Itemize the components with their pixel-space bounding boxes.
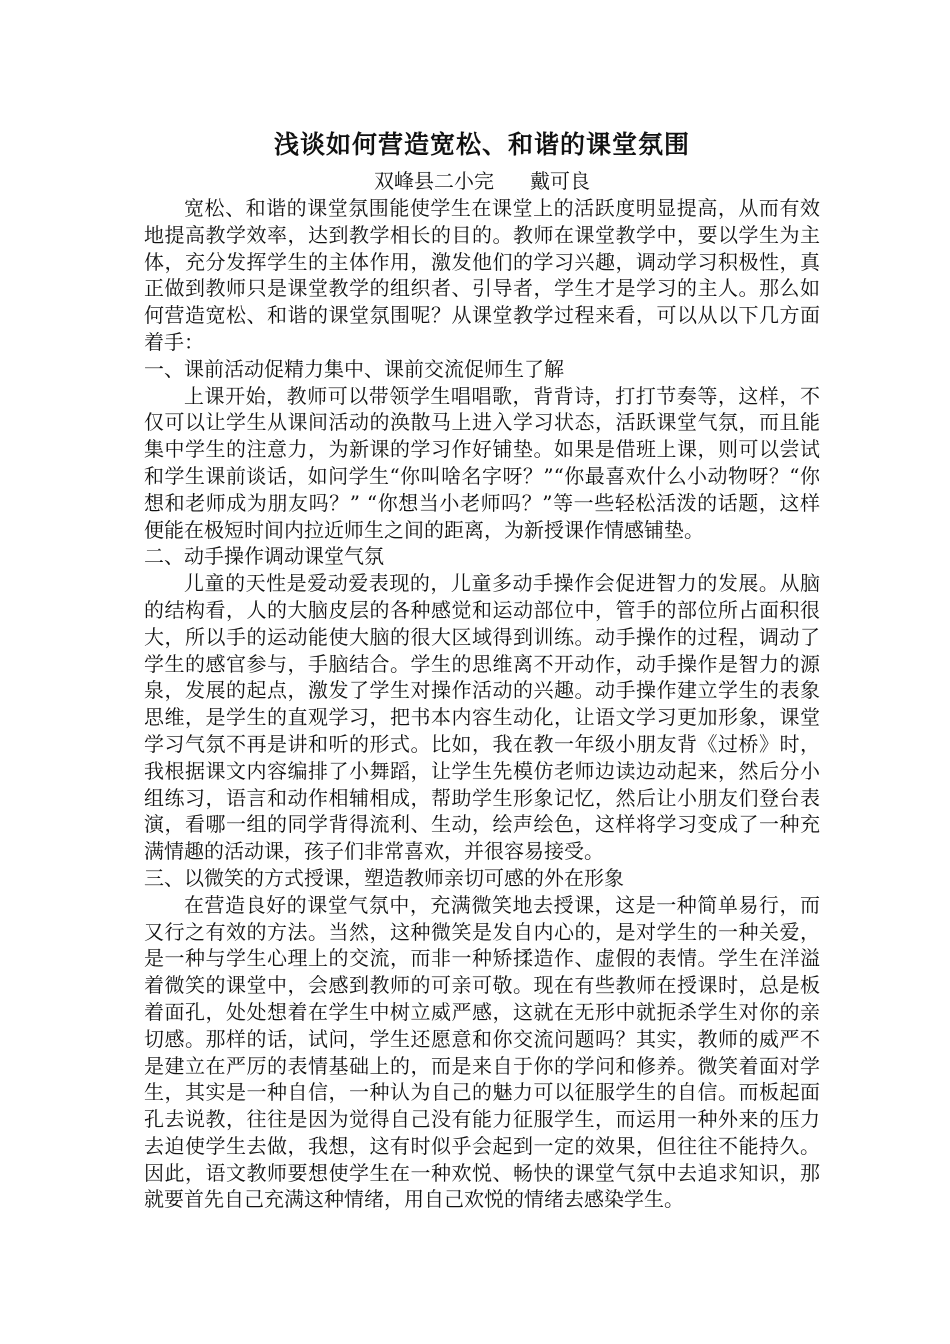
- section-body: 上课开始，教师可以带领学生唱唱歌，背背诗，打打节奏等，这样，不仅可以让学生从课间活动的涣散马上进入学习状态，活跃课堂气氛，而且能集中学生的注意力，为新课的学习作好铺垫。如果是借班上课，则可以尝试和学生课前谈话，如问学生“你叫啥名字呀？”“你最喜欢什么小动物呀？“你想和老师成为朋友吗？” “你想当小老师吗？”等一些轻松活泼的话题，这样便能在极短时间内拉近师生之间的距离，为新授课作情感铺垫。: [144, 383, 820, 542]
- document-page: [144, 128, 820, 1213]
- section-2: [144, 543, 820, 865]
- intro-paragraph: 宽松、和谐的课堂氛围能使学生在课堂上的活跃度明显提高，从而有效地提高教学效率，达到教学相长的目的。教师在课堂教学中，要以学生为主体，充分发挥学生的主体作用，激发他们的学习兴趣，调动学习积极性，真正做到教师只是课堂教学的组织者、引导者，学生才是学习的主人。那么如何营造宽松、和谐的课堂氛围呢？从课堂教学过程来看，可以从以下几方面着手：: [144, 196, 820, 354]
- author-byline: [144, 168, 820, 195]
- section-heading: 二、动手操作调动课堂气氛: [144, 544, 384, 569]
- section-heading: 三、以微笑的方式授课，塑造教师亲切可感的外在形象: [144, 865, 624, 890]
- section-1: [144, 356, 820, 544]
- author-name: 戴可良: [530, 169, 590, 193]
- section-body: 在营造良好的课堂气氛中，充满微笑地去授课，这是一种简单易行，而又行之有效的方法。当然，这种微笑是发自内心的，是对学生的一种关爱，是一种与学生心理上的交流，而非一种矫揉造作、虚假的表情。学生在洋溢着微笑的课堂中，会感到教师的可亲可敬。现在有些教师在授课时，总是板着面孔，处处想着在学生中树立威严感，这就在无形中就扼杀学生对你的亲切感。那样的话，试问，学生还愿意和你交流问题吗？其实，教师的威严不是建立在严厉的表情基础上的，而是来自于你的学问和修养。微笑着面对学生，其实是一种自信，一种认为自己的魅力可以征服学生的自信。而板起面孔去说教，往往是因为觉得自己没有能力征服学生，而运用一种外来的压力去迫使学生去做，我想，这有时似乎会起到一定的效果，但往往不能持久。因此，语文教师要想使学生在一种欢悦、畅快的课堂气氛中去追求知识，那就要首先自己充满这种情绪，用自己欢悦的情绪去感染学生。: [144, 892, 820, 1212]
- document-title: 浅谈如何营造宽松、和谐的课堂氛围: [273, 130, 690, 159]
- section-3: [144, 865, 820, 1213]
- section-body: 儿童的天性是爱动爱表现的，儿童多动手操作会促进智力的发展。从脑的结构看，人的大脑皮层的各种感觉和运动部位中，管手的部位所占面积很大，所以手的运动能使大脑的很大区域得到训练。动手操作的过程，调动了学生的感官参与，手脑结合。学生的思维离不开动作，动手操作是智力的源泉，发展的起点，激发了学生对操作活动的兴趣。动手操作建立学生的表象思维，是学生的直观学习，把书本内容生动化，让语文学习更加形象，课堂学习气氛不再是讲和听的形式。比如，我在教一年级小朋友背《过桥》时，我根据课文内容编排了小舞蹈，让学生先模仿老师边读边动起来，然后分小组练习，语言和动作相辅相成，帮助学生形象记忆，然后让小朋友们登台表演，看哪一组的同学背得流利、生动，绘声绘色，这样将学习变成了一种充满情趣的活动课，孩子们非常喜欢，并很容易接受。: [144, 571, 820, 864]
- author-school: 双峰县二小完: [374, 169, 494, 193]
- section-heading: 一、课前活动促精力集中、课前交流促师生了解: [144, 356, 564, 381]
